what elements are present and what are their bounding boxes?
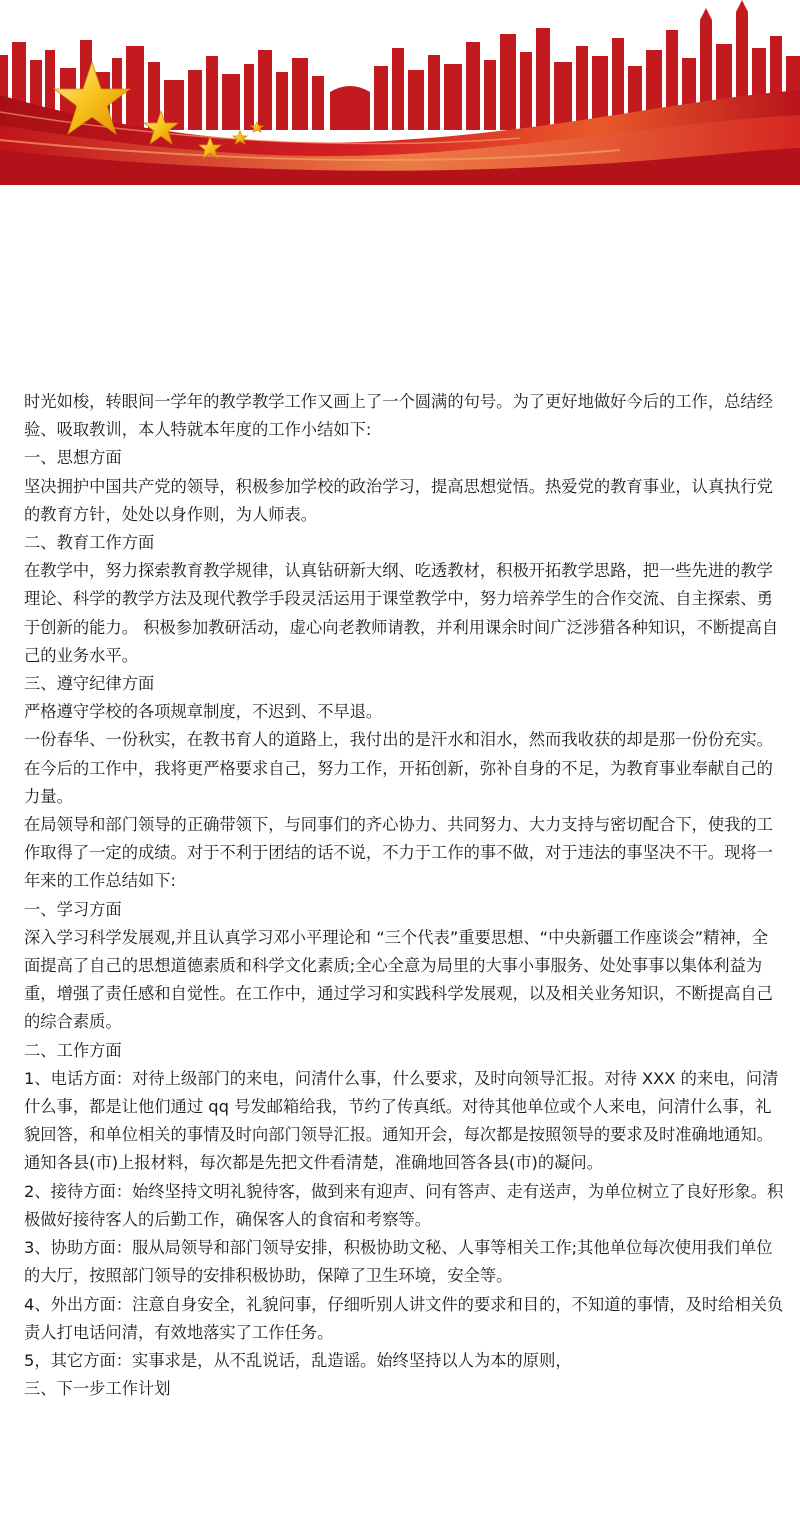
paragraph: 在教学中，努力探索教育教学规律，认真钻研新大纲、吃透教材，积极开拓教学思路，把一些先进的教学理论、科学的教学方法及现代教学手段灵活运用于课堂教学中，努力培养学生的合作交流、自主探索、勇于创新的能力。 积极参加教研活动，虚心向老教师请教，并利用课余时间广泛涉猎各种知识，不断提高自己的业务水平。 xyxy=(24,561,779,665)
section-heading: 三、遵守纪律方面 xyxy=(24,674,155,694)
list-item: 1、电话方面：对待上级部门的来电，问清什么事，什么要求，及时向领导汇报。对待 XXX 的来电，问清什么事，都是让他们通过 qq 号发邮箱给我，节约了传真纸。对待其他单位或个人来电，问清什么事，礼貌回答，和单位相关的事情及时向部门领导汇报。通知开会，每次都是按照领导的要求及时准确地通知。通知各县(市)上报材料，每次都是先把文件看清楚，准确地回答各县(市)的凝问。 xyxy=(24,1068,779,1173)
section-heading: 一、思想方面 xyxy=(24,448,122,468)
paragraph: 一份春华、一份秋实，在教书育人的道路上，我付出的是汗水和泪水，然而我收获的却是那一份份充实。在今后的工作中，我将更严格要求自己，努力工作，开拓创新，弥补自身的不足，为教育事业奉献自己的力量。 xyxy=(24,730,773,806)
document-body xyxy=(24,388,784,1403)
section-heading: 三、下一步工作计划 xyxy=(24,1379,171,1399)
section-heading: 一、学习方面 xyxy=(24,899,122,919)
list-item: 4、外出方面：注意自身安全，礼貌问事，仔细听别人讲文件的要求和目的，不知道的事情，及时给相关负责人打电话问清，有效地落实了工作任务。 xyxy=(24,1294,784,1342)
section-heading: 二、教育工作方面 xyxy=(24,533,155,553)
paragraph: 坚决拥护中国共产党的领导，积极参加学校的政治学习，提高思想觉悟。热爱党的教育事业，认真执行党的教育方针，处处以身作则，为人师表。 xyxy=(24,476,773,524)
paragraph: 深入学习科学发展观,并且认真学习邓小平理论和 “三个代表”重要思想、“中央新疆工作座谈会”精神，全面提高了自己的思想道德素质和科学文化素质;全心全意为局里的大事小事服务、处处事事以集体利益为重，增强了责任感和自觉性。在工作中，通过学习和实践科学发展观，以及相关业务知识，不断提高自己的综合素质。 xyxy=(24,927,773,1032)
paragraph-intro: 时光如梭，转眼间一学年的教学教学工作又画上了一个圆满的句号。为了更好地做好今后的工作，总结经验、吸取教训，本人特就本年度的工作小结如下: xyxy=(24,392,773,440)
section-heading: 二、工作方面 xyxy=(24,1040,122,1060)
list-item: 3、协助方面：服从局领导和部门领导安排，积极协助文秘、人事等相关工作;其他单位每次使用我们单位的大厅，按照部门领导的安排积极协助，保障了卫生环境，安全等。 xyxy=(24,1238,773,1286)
paragraph: 在局领导和部门领导的正确带领下，与同事们的齐心协力、共同努力、大力支持与密切配合下，使我的工作取得了一定的成绩。对于不利于团结的话不说，不力于工作的事不做，对于违法的事坚决不干。现将一年来的工作总结如下: xyxy=(24,815,773,891)
list-item: 2、接待方面：始终坚持文明礼貌待客，做到来有迎声、问有答声、走有送声，为单位树立了良好形象。积极做好接待客人的后勤工作，确保客人的食宿和考察等。 xyxy=(24,1181,784,1229)
header-banner xyxy=(0,0,800,185)
list-item: 5，其它方面：实事求是，从不乱说话，乱造谣。始终坚持以人为本的原则， xyxy=(24,1350,572,1370)
paragraph: 严格遵守学校的各项规章制度，不迟到、不早退。 xyxy=(24,702,383,722)
